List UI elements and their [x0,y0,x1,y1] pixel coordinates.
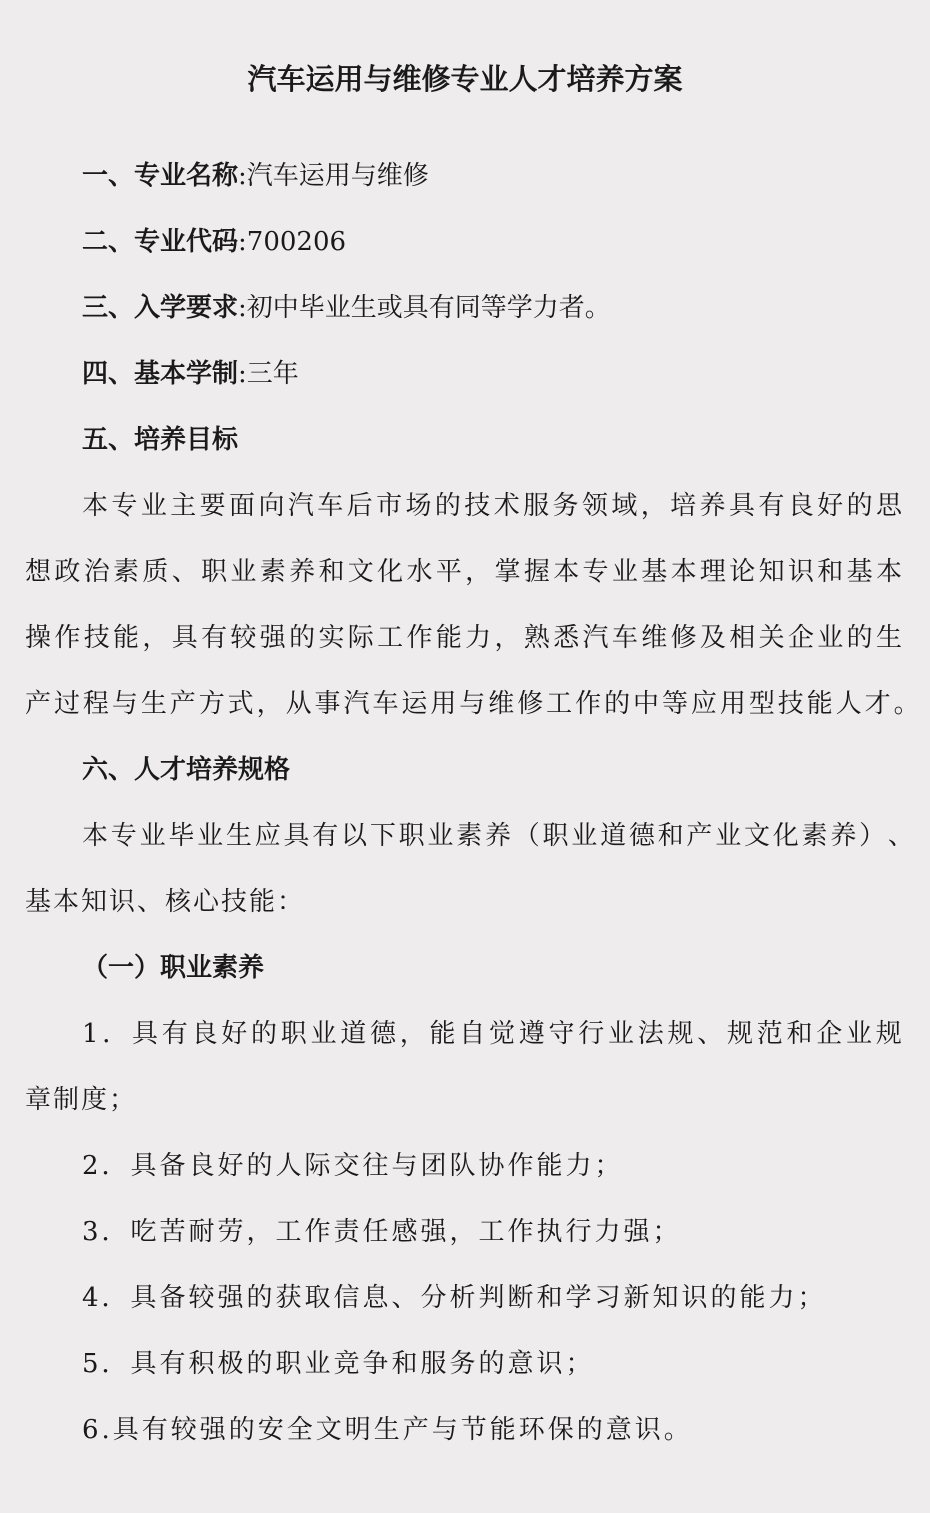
section-duration [82,357,299,391]
separator: : [238,161,247,191]
paragraph-line: 本 专 业 毕 业 生 应 具 有 以 下 职 业 素 养 （ 职 业 道 德 和 产 业 文 化 素 养 ） 、 [82,821,914,851]
separator: : [238,359,247,389]
list-item: 1 ． 具 有 良 好 的 职 业 道 德 ， 能 自 觉 遵 守 行 业 法 规 、 规 范 和 企 业 规 [82,1019,902,1049]
section-label: 一、专业名称 [82,161,239,191]
paragraph-line: 操 作 技 能 ， 具 有 较 强 的 实 际 工 作 能 力 ， 熟 悉 汽 车 维 修 及 相 关 企 业 的 生 [25,623,902,653]
separator: : [238,293,247,323]
section-value: 三年 [246,359,299,389]
list-item: 4．具备较强的获取信息、分析判断和学习新知识的能力； [82,1283,827,1313]
section-value: 700206 [246,227,347,257]
section-major-name [82,159,429,193]
paragraph-line: 基本知识、核心技能： [25,887,306,917]
section-admission [82,291,611,325]
paragraph-line: 产 过 程 与 生 产 方 式 ， 从 事 汽 车 运 用 与 维 修 工 作 的 中 等 应 用 型 技 能 人 才 。 [25,689,920,719]
section-value: 汽车运用与维修 [246,161,429,191]
section-value: 初中毕业生或具有同等学力者。 [246,293,611,323]
list-item: 5．具有积极的职业竞争和服务的意识； [82,1349,595,1379]
section-label: 四、基本学制 [82,359,239,389]
separator: : [238,227,247,257]
section-heading-specs: 六、人才培养规格 [82,755,291,785]
section-label: 二、专业代码 [82,227,239,257]
list-item: 6.具有较强的安全文明生产与节能环保的意识。 [82,1415,693,1445]
paragraph-line: 本 专 业 主 要 面 向 汽 车 后 市 场 的 技 术 服 务 领 域 ， 培 养 具 有 良 好 的 思 [82,491,902,521]
list-item-continuation: 章制度； [25,1085,138,1115]
section-major-code [82,225,346,259]
list-item: 3．吃苦耐劳，工作责任感强，工作执行力强； [82,1217,682,1247]
document-title: 汽车运用与维修专业人才培养方案 [247,62,683,96]
subsection-heading-professionalism: （一）职业素养 [82,953,265,983]
section-label: 三、入学要求 [82,293,239,323]
paragraph-line: 想 政 治 素 质 、 职 业 素 养 和 文 化 水 平 ， 掌 握 本 专 业 基 本 理 论 知 识 和 基 本 [25,557,902,587]
section-heading-objectives: 五、培养目标 [82,425,239,455]
list-item: 2．具备良好的人际交往与团队协作能力； [82,1151,624,1181]
